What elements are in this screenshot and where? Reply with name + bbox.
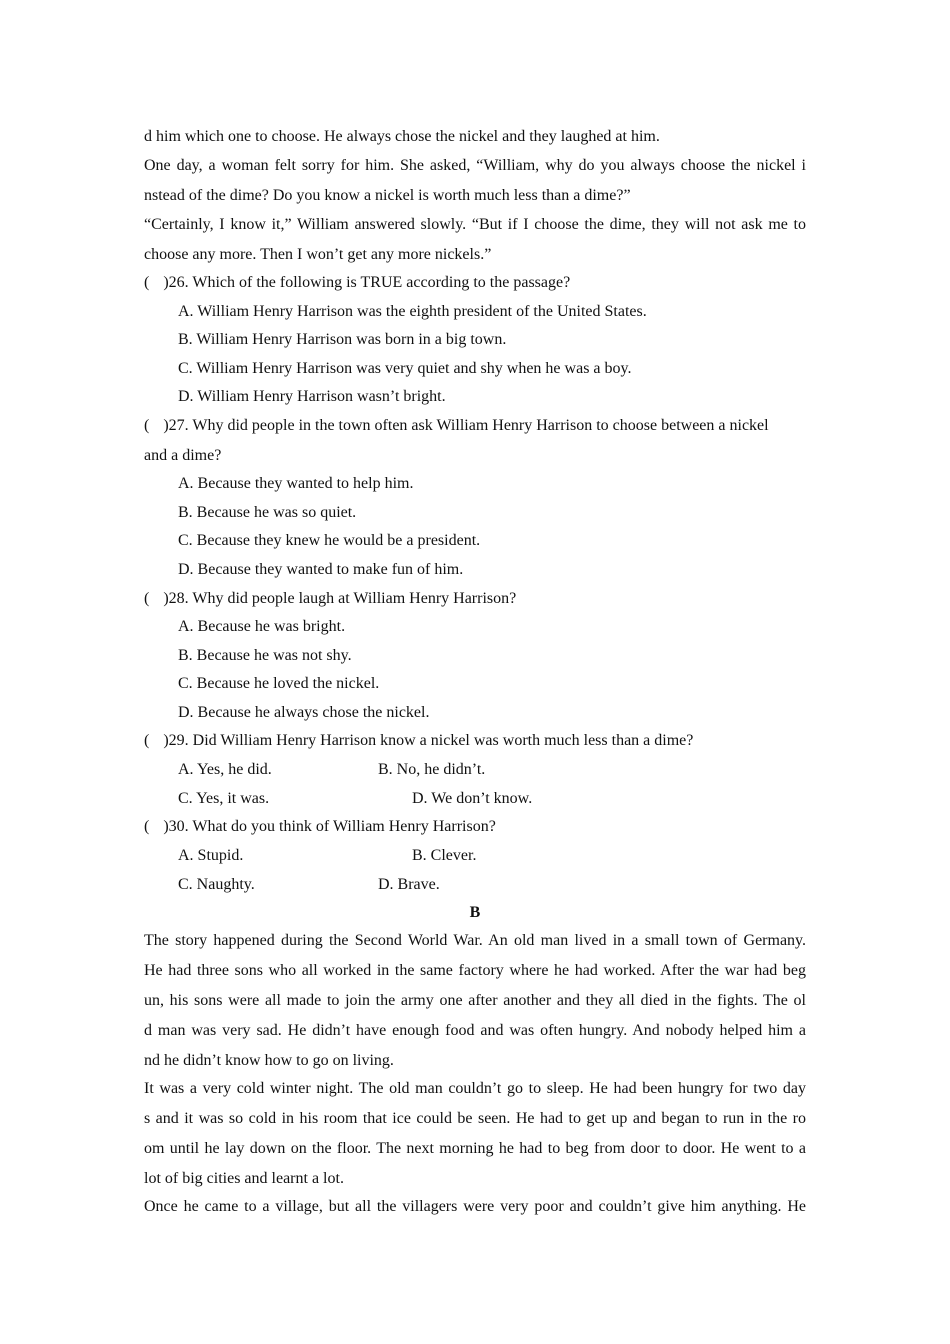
answer-blank-open: ( — [144, 818, 150, 835]
option-d: D. Brave. — [378, 876, 440, 893]
option-c: C. Yes, it was. — [178, 790, 270, 807]
option-a: A. Because they wanted to help him. — [178, 475, 414, 492]
passage-line: lot of big cities and learnt a lot. — [144, 1170, 344, 1187]
passage-line: om until he lay down on the floor. The next morning he had to beg from door to door. He went to a — [144, 1140, 806, 1157]
answer-blank-open: ( — [144, 417, 150, 434]
option-d: D. Because they wanted to make fun of him. — [178, 561, 464, 578]
question-29 — [144, 731, 693, 751]
passage-line: The story happened during the Second World War. An old man lived in a small town of Germany. — [144, 932, 806, 949]
answer-blank-open: ( — [144, 590, 150, 607]
passage-line: d man was very sad. He didn’t have enough food and was often hungry. And nobody helped him a — [144, 1022, 806, 1039]
passage-line: It was a very cold winter night. The old man couldn’t go to sleep. He had been hungry for two day — [144, 1080, 806, 1097]
passage-line: choose any more. Then I won’t get any more nickels.” — [144, 246, 492, 263]
option-a: A. Yes, he did. — [178, 761, 272, 778]
question-stem: )28. Why did people laugh at William Henry Harrison? — [163, 590, 517, 607]
question-stem: )26. Which of the following is TRUE according to the passage? — [163, 274, 571, 291]
passage-line: s and it was so cold in his room that ice could be seen. He had to get up and began to run in the ro — [144, 1110, 806, 1127]
option-b: B. Clever. — [412, 847, 477, 864]
option-a: A. Stupid. — [178, 847, 244, 864]
passage-line: un, his sons were all made to join the army one after another and they all died in the fights. The ol — [144, 992, 806, 1009]
section-heading: B — [469, 904, 481, 921]
question-stem: )29. Did William Henry Harrison know a nickel was worth much less than a dime? — [163, 732, 694, 749]
option-a: A. Because he was bright. — [178, 618, 346, 635]
passage-line: nd he didn’t know how to go on living. — [144, 1052, 394, 1069]
question-stem: )27. Why did people in the town often ask William Henry Harrison to choose between a nickel — [163, 417, 769, 434]
question-30 — [144, 817, 496, 837]
option-b: B. Because he was so quiet. — [178, 504, 357, 521]
question-27 — [144, 416, 769, 436]
option-d: D. Because he always chose the nickel. — [178, 704, 430, 721]
option-c: C. William Henry Harrison was very quiet and shy when he was a boy. — [178, 360, 632, 377]
option-d: D. William Henry Harrison wasn’t bright. — [178, 388, 446, 405]
question-stem: )30. What do you think of William Henry Harrison? — [163, 818, 496, 835]
answer-blank-open: ( — [144, 274, 150, 291]
option-b: B. No, he didn’t. — [378, 761, 486, 778]
option-a: A. William Henry Harrison was the eighth president of the United States. — [178, 303, 647, 320]
option-c: C. Because they knew he would be a president. — [178, 532, 481, 549]
passage-line: Once he came to a village, but all the villagers were very poor and couldn’t give him anything. He — [144, 1198, 806, 1215]
option-b: B. Because he was not shy. — [178, 647, 352, 664]
question-28 — [144, 589, 516, 609]
passage-line: He had three sons who all worked in the same factory where he had worked. After the war had beg — [144, 962, 806, 979]
passage-line: d him which one to choose. He always chose the nickel and they laughed at him. — [144, 128, 660, 145]
option-c: C. Naughty. — [178, 876, 255, 893]
option-b: B. William Henry Harrison was born in a big town. — [178, 331, 507, 348]
passage-line: “Certainly, I know it,” William answered slowly. “But if I choose the dime, they will not ask me to — [144, 216, 806, 233]
answer-blank-open: ( — [144, 732, 150, 749]
option-c: C. Because he loved the nickel. — [178, 675, 380, 692]
passage-line: One day, a woman felt sorry for him. She asked, “William, why do you always choose the nickel i — [144, 157, 806, 174]
question-26 — [144, 273, 570, 293]
option-d: D. We don’t know. — [412, 790, 533, 807]
passage-line: nstead of the dime? Do you know a nickel is worth much less than a dime?” — [144, 187, 631, 204]
question-stem-continued: and a dime? — [144, 447, 222, 464]
